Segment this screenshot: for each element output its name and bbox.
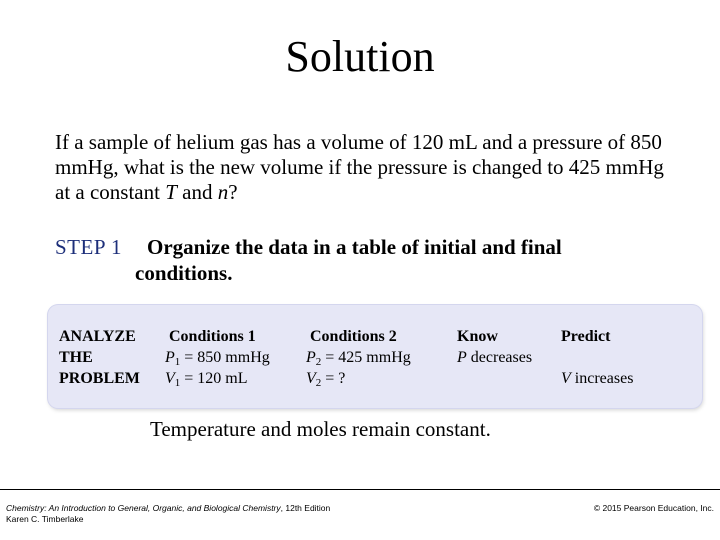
question-text: If a sample of helium gas has a volume of 120 mL and a pressure of 850 mmHg, what is the new volume if the pressure is changed to 425 mmHg at a constant [55,130,664,204]
predict-var: V [561,370,571,387]
footer-copyright: © 2015 Pearson Education, Inc. [593,503,714,513]
footer-edition: , 12th Edition [280,503,331,513]
know-text: decreases [466,349,533,366]
pressure-sub: 2 [315,356,322,368]
know-value [457,347,532,368]
slide-title: Solution [285,32,435,81]
analyze-table [48,305,702,408]
know-column [457,326,532,368]
problem-question [55,130,675,205]
footer-author: Karen C. Timberlake [6,514,84,524]
conditions-2-volume [306,368,411,389]
question-and: and [176,180,218,204]
conditions-2-pressure [306,347,411,368]
volume-sub: 1 [174,377,181,389]
variable-t: T [165,180,177,204]
step-instruction-line2: conditions. [135,261,233,285]
volume-value: = 120 mL [180,370,248,387]
step-instruction [135,234,695,286]
conditions-1-volume [165,368,270,389]
know-var: P [457,349,467,366]
predict-text: increases [570,370,634,387]
predict-value [561,368,633,389]
pressure-var: P [306,349,316,366]
analyze-label-line2: THE [59,349,93,366]
footer-divider [0,489,720,490]
step-instruction-line1: Organize the data in a table of initial and final [147,235,562,259]
pressure-value: = 850 mmHg [180,349,270,366]
predict-spacer [561,347,633,368]
variable-n: n [217,180,229,204]
volume-var: V [165,370,175,387]
constant-note: Temperature and moles remain constant. [150,417,491,441]
footer-book-line [6,503,330,514]
know-header: Know [457,328,498,345]
analyze-label [59,326,140,389]
conditions-1-header: Conditions 1 [169,328,256,345]
footer-citation [6,503,330,525]
pressure-value: = 425 mmHg [321,349,411,366]
volume-var: V [306,370,316,387]
pressure-var: P [165,349,175,366]
step-1 [55,234,695,286]
analyze-label-line1: ANALYZE [59,328,136,345]
step-label: STEP 1 [55,235,122,259]
predict-column [561,326,633,389]
pressure-sub: 1 [174,356,181,368]
footer-book-title: Chemistry: An Introduction to General, Organic, and Biological Chemistry [6,503,281,513]
volume-sub: 2 [315,377,322,389]
conditions-1-column [165,326,270,389]
conditions-1-pressure [165,347,270,368]
conditions-2-header: Conditions 2 [310,328,397,345]
analyze-label-line3: PROBLEM [59,370,140,387]
predict-header: Predict [561,328,611,345]
conditions-2-column [306,326,411,389]
volume-value: = ? [321,370,346,387]
question-end: ? [228,180,238,204]
